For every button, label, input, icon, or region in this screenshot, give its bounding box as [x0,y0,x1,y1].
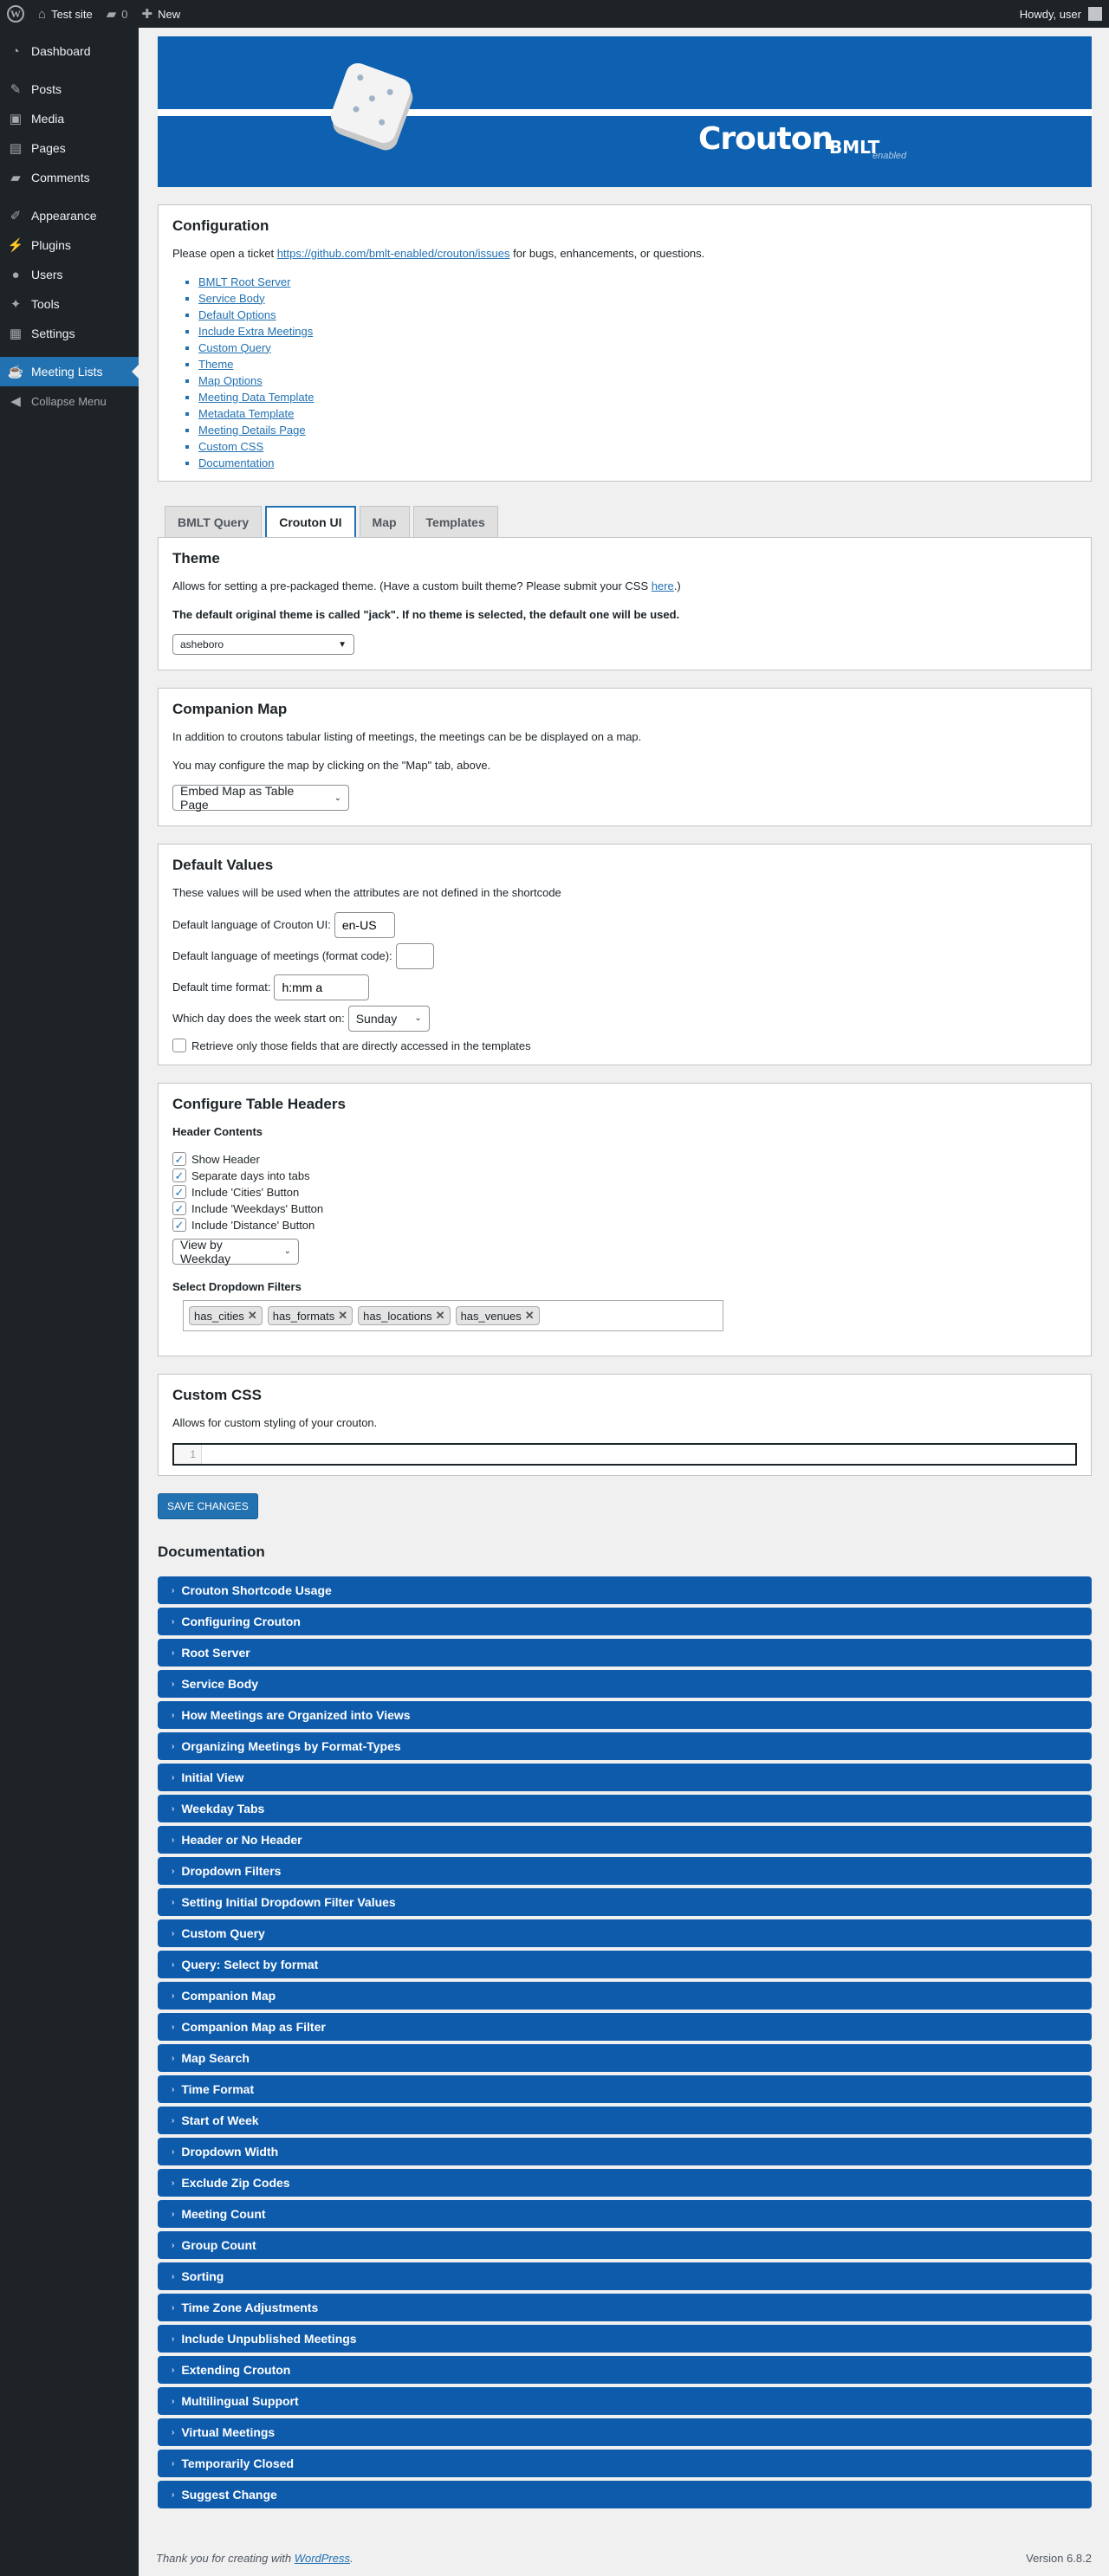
accordion-item[interactable] [158,2107,1092,2134]
accordion-item-label: Extending Crouton [181,2363,291,2377]
chevron-right-icon: › [172,1835,175,1845]
accordion-item-label: Temporarily Closed [181,2456,295,2470]
config-link[interactable]: Include Extra Meetings [198,324,314,338]
chevron-right-icon: › [172,1772,175,1783]
accordion-item[interactable] [158,2138,1092,2165]
cities-button-row: ✓ Include 'Cities' Button [172,1184,1077,1201]
chevron-down-icon: ⌄ [414,1013,422,1023]
accordion-item-label: Configuring Crouton [181,1615,301,1628]
issues-link[interactable]: https://github.com/bmlt-enabled/crouton/issues [276,247,510,260]
pin-icon: ✎ [10,82,22,97]
accordion-item[interactable] [158,2481,1092,2508]
chevron-right-icon: › [172,1803,175,1814]
submit-css-link[interactable]: here [651,579,674,592]
accordion-item-label: Custom Query [181,1926,265,1940]
retrieve-fields-checkbox-row: Retrieve only those fields that are directly accessed in the templates [172,1038,1077,1054]
config-link[interactable]: Custom Query [198,340,271,354]
chevron-right-icon: › [172,1741,175,1751]
list-item [198,422,1077,438]
show-header-row: ✓ Show Header [172,1151,1077,1168]
plugin-icon: ⚡ [7,238,24,253]
accordion-item-label: Companion Map [181,1989,276,2003]
collapse-menu-button[interactable]: ◀ Collapse Menu [0,386,139,416]
accordion-item[interactable] [158,1826,1092,1854]
save-changes-button[interactable]: SAVE CHANGES [158,1493,258,1519]
filter-tag: has_cities ✕ [189,1306,263,1325]
sidebar-item-meeting-lists[interactable]: ☕ Meeting Lists [0,357,139,386]
plus-icon: ✚ [141,7,153,22]
separate-days-row: ✓ Separate days into tabs [172,1168,1077,1184]
filter-tag: has_locations ✕ [358,1306,450,1325]
chevron-right-icon: › [172,1616,175,1627]
banner-subtitle: BMLT [829,137,880,158]
accordion-item-label: Group Count [181,2238,256,2252]
chevron-down-icon: ⌄ [283,1246,291,1256]
collapse-icon: ◀ [10,394,21,409]
configuration-links [172,274,1077,471]
accordion-item-label: Dropdown Width [181,2145,279,2159]
accordion-item[interactable] [158,2200,1092,2228]
chevron-right-icon: › [172,1990,175,2001]
chevron-right-icon: › [172,2333,175,2344]
accordion-item-label: Suggest Change [181,2488,277,2502]
sidebar-item-dashboard[interactable]: ◔ Dashboard [0,36,139,66]
weekdays-button-row: ✓ Include 'Weekdays' Button [172,1201,1077,1217]
accordion-item[interactable] [158,1919,1092,1947]
chevron-right-icon: › [172,2084,175,2094]
accordion-item-label: Service Body [181,1677,259,1691]
weekdays-button-checkbox[interactable]: ✓ [172,1201,186,1215]
chevron-down-icon: ▼ [338,639,347,650]
list-item [198,290,1077,307]
header-contents-label: Header Contents [172,1125,263,1138]
chevron-right-icon: › [172,2209,175,2219]
accordion-item-label: Initial View [181,1770,244,1784]
time-format-row [172,975,1077,1000]
avatar [1088,7,1102,21]
accordion-item-label: Dropdown Filters [181,1864,282,1878]
distance-button-checkbox[interactable]: ✓ [172,1218,186,1232]
chevron-right-icon: › [172,1647,175,1658]
accordion-item[interactable] [158,1608,1092,1635]
accordion-item[interactable] [158,2013,1092,2041]
theme-select[interactable]: asheboro ▼ [172,634,354,655]
comment-icon: ▰ [106,7,117,22]
list-item [198,356,1077,372]
configuration-title: Configuration [172,217,269,234]
custom-css-editor[interactable] [172,1443,1077,1466]
time-format-label: Default time format: [172,981,271,994]
documentation-title: Documentation [158,1544,265,1560]
accordion-item-label: Time Zone Adjustments [181,2301,319,2314]
chevron-right-icon: › [172,1710,175,1720]
accordion-item-label: Crouton Shortcode Usage [181,1583,332,1597]
accordion-item[interactable] [158,1701,1092,1729]
accordion-item-label: Companion Map as Filter [181,2020,326,2034]
chevron-right-icon: › [172,2115,175,2126]
config-link[interactable]: Meeting Data Template [198,390,315,404]
accordion-item[interactable] [158,2262,1092,2290]
wordpress-logo-icon[interactable]: W [0,0,31,28]
theme-description: Allows for setting a pre-packaged theme. (Have a custom built theme? Please submit your CSS here.) [172,579,681,592]
table-headers-box [158,1083,1092,1356]
chevron-right-icon: › [172,2240,175,2250]
remove-tag-icon[interactable]: ✕ [247,1309,257,1322]
list-item [198,274,1077,290]
config-link[interactable]: Theme [198,357,234,371]
list-item [198,307,1077,323]
list-item [198,340,1077,356]
sidebar-item-plugins[interactable]: ⚡ Plugins [7,238,71,253]
chevron-right-icon: › [172,1928,175,1938]
lang-ui-input[interactable] [334,912,395,938]
accordion-item-label: Virtual Meetings [181,2425,276,2439]
chevron-down-icon: ⌄ [334,793,341,803]
accordion-item[interactable] [158,2044,1092,2072]
view-select[interactable]: View by Weekday ⌄ [172,1239,299,1265]
sidebar-item-posts[interactable]: ✎ Posts [0,74,139,104]
accordion-item[interactable] [158,1951,1092,1978]
accordion-item-label: Include Unpublished Meetings [181,2332,357,2346]
list-item [198,323,1077,340]
lang-meetings-input[interactable] [396,943,434,969]
theme-title: Theme [172,550,220,566]
sidebar-item-users[interactable]: ● Users [0,260,139,289]
chevron-right-icon: › [172,2146,175,2157]
accordion-item[interactable] [158,2294,1092,2321]
user-icon: ● [11,267,20,282]
accordion-item-label: Start of Week [181,2113,259,2127]
companion-map-desc1: In addition to croutons tabular listing of meetings, the meetings can be be displayed on a map. [172,730,642,743]
companion-map-title: Companion Map [172,701,288,717]
settings-tabs [158,506,1092,537]
config-link[interactable]: Service Body [198,291,265,305]
sidebar-item-tools[interactable]: ✦ Tools [0,289,139,319]
list-item [198,438,1077,455]
show-header-checkbox[interactable]: ✓ [172,1152,186,1166]
dice-logo-icon [328,60,414,146]
configuration-intro: Please open a ticket https://github.com/bmlt-enabled/crouton/issues for bugs, enhancements, or questions. [172,247,705,260]
week-start-row [172,1006,1077,1031]
accordion-item[interactable] [158,1639,1092,1667]
chevron-right-icon: › [172,2396,175,2406]
table-headers-title: Configure Table Headers [172,1096,346,1112]
config-link[interactable]: Map Options [198,373,263,387]
accordion-item-label: Sorting [181,2269,224,2283]
accordion-item-label: Meeting Count [181,2207,266,2221]
filter-tag: has_venues ✕ [456,1306,540,1325]
accordion-item[interactable] [158,2356,1092,2384]
theme-note: The default original theme is called "jack". If no theme is selected, the default one will be used. [172,607,680,621]
list-item [198,405,1077,422]
tab-bmlt-query[interactable]: BMLT Query [165,506,262,537]
default-values-title: Default Values [172,857,274,873]
accordion-item[interactable] [158,1795,1092,1822]
config-link[interactable]: BMLT Root Server [198,275,291,288]
brush-icon: ✐ [10,209,22,223]
chevron-right-icon: › [172,2178,175,2188]
accordion-item-label: How Meetings are Organized into Views [181,1708,411,1722]
distance-button-row: ✓ Include 'Distance' Button [172,1217,1077,1233]
chevron-right-icon: › [172,2053,175,2063]
accordion-item[interactable] [158,1888,1092,1916]
settings-icon: ▦ [9,327,23,341]
chevron-right-icon: › [172,2022,175,2032]
dropdown-filters-input[interactable] [183,1300,723,1331]
chevron-right-icon: › [172,2302,175,2313]
admin-bar [0,0,1109,28]
time-format-input[interactable] [274,974,369,1000]
wordpress-link[interactable]: WordPress [294,2552,350,2565]
tab-crouton-ui[interactable]: Crouton UI [265,506,355,537]
comments-link[interactable]: ▰ 0 [106,7,128,22]
list-item [198,372,1077,389]
companion-map-select[interactable]: Embed Map as Table Page ⌄ [172,785,349,811]
new-content-link[interactable]: ✚ New [141,7,181,22]
chevron-right-icon: › [172,1866,175,1876]
meeting-icon: ☕ [7,365,24,379]
chevron-right-icon: › [172,1679,175,1689]
accordion-item[interactable] [158,2387,1092,2415]
main-content [158,28,1092,2512]
tab-map[interactable]: Map [360,506,410,537]
home-icon: ⌂ [38,6,47,22]
footer [156,2552,1092,2565]
site-name-link[interactable]: ⌂ Test site [38,6,93,22]
accordion-item[interactable] [158,1576,1092,1604]
chevron-right-icon: › [172,2489,175,2500]
theme-box [158,537,1092,670]
accordion-item-label: Multilingual Support [181,2394,299,2408]
chevron-right-icon: › [172,2271,175,2282]
accordion-item[interactable] [158,2450,1092,2477]
accordion-item-label: Setting Initial Dropdown Filter Values [181,1895,396,1909]
chevron-right-icon: › [172,2365,175,2375]
accordion-item-label: Query: Select by format [181,1958,319,1971]
tab-templates[interactable]: Templates [413,506,498,537]
media-icon: ▣ [9,112,23,126]
line-number: 1 [174,1445,202,1464]
accordion-item-label: Root Server [181,1646,250,1660]
save-row [158,1493,1092,1519]
banner-tagline: enabled [872,151,907,161]
banner-stripe [158,109,1092,116]
week-start-label: Which day does the week start on: [172,1012,345,1025]
accordion-item-label: Time Format [181,2082,255,2096]
companion-map-box [158,688,1092,826]
comment-icon: ▰ [10,171,21,185]
list-item [198,455,1077,471]
footer-version: Version 6.8.2 [1026,2552,1092,2565]
dashboard-icon: ◔ [11,43,20,59]
accordion-item[interactable] [158,1764,1092,1791]
chevron-right-icon: › [172,2458,175,2469]
accordion-item-label: Map Search [181,2051,250,2065]
accordion-item-label: Weekday Tabs [181,1802,265,1815]
accordion-item[interactable] [158,1670,1092,1698]
companion-map-desc2: You may configure the map by clicking on the "Map" tab, above. [172,758,491,772]
week-start-select[interactable]: Sunday ⌄ [348,1006,430,1032]
accordion-item[interactable] [158,2169,1092,2197]
chevron-right-icon: › [172,1585,175,1595]
banner-title: Crouton [698,121,833,157]
lang-ui-label: Default language of Crouton UI: [172,918,331,931]
custom-css-title: Custom CSS [172,1387,262,1403]
sidebar-item-appearance[interactable]: ✐ Appearance [0,201,139,230]
separate-days-checkbox[interactable]: ✓ [172,1168,186,1182]
accordion-item[interactable] [158,1732,1092,1760]
my-account-link[interactable]: Howdy, user [1013,0,1109,28]
accordion-item[interactable] [158,2418,1092,2446]
chevron-right-icon: › [172,1959,175,1970]
accordion-item-label: Exclude Zip Codes [181,2176,290,2190]
accordion-item-label: Header or No Header [181,1833,302,1847]
accordion-item[interactable] [158,1982,1092,2010]
filter-tag: has_formats ✕ [268,1306,353,1325]
dropdown-filters-label: Select Dropdown Filters [172,1279,302,1293]
admin-menu [0,28,139,2576]
accordion-item[interactable] [158,1857,1092,1885]
cities-button-checkbox[interactable]: ✓ [172,1185,186,1199]
accordion-item[interactable] [158,2231,1092,2259]
lang-ui-row [172,913,1077,937]
custom-css-desc: Allows for custom styling of your crouton. [172,1416,378,1429]
footer-thanks: Thank you for creating with WordPress. [156,2552,353,2565]
custom-css-box [158,1374,1092,1476]
list-item [198,389,1077,405]
config-link[interactable]: Documentation [198,456,275,469]
lang-meetings-label: Default language of meetings (format code): [172,949,392,962]
config-link[interactable]: Metadata Template [198,406,295,420]
pages-icon: ▤ [9,141,23,156]
chevron-right-icon: › [172,2427,175,2437]
default-values-box [158,844,1092,1065]
accordion-item[interactable] [158,2075,1092,2103]
retrieve-fields-checkbox[interactable] [172,1039,186,1052]
remove-tag-icon[interactable]: ✕ [435,1309,445,1322]
sidebar-item-media[interactable]: ▣ Media [0,104,139,133]
remove-tag-icon[interactable]: ✕ [338,1309,348,1322]
config-link[interactable]: Meeting Details Page [198,423,306,437]
chevron-right-icon: › [172,1897,175,1907]
config-link[interactable]: Default Options [198,307,276,321]
documentation-accordion [158,1576,1092,2508]
configuration-box [158,204,1092,482]
lang-meetings-row [172,944,1077,968]
crouton-banner [158,36,1092,187]
accordion-item[interactable] [158,2325,1092,2353]
config-link[interactable]: Custom CSS [198,439,264,453]
remove-tag-icon[interactable]: ✕ [524,1309,535,1322]
wrench-icon: ✦ [10,297,22,312]
sidebar-item-pages[interactable]: ▤ Pages [0,133,139,163]
sidebar-item-comments[interactable]: ▰ Comments [0,163,139,192]
default-values-desc: These values will be used when the attributes are not defined in the shortcode [172,886,561,899]
accordion-item-label: Organizing Meetings by Format-Types [181,1739,401,1753]
sidebar-item-settings[interactable]: ▦ Settings [0,319,139,348]
